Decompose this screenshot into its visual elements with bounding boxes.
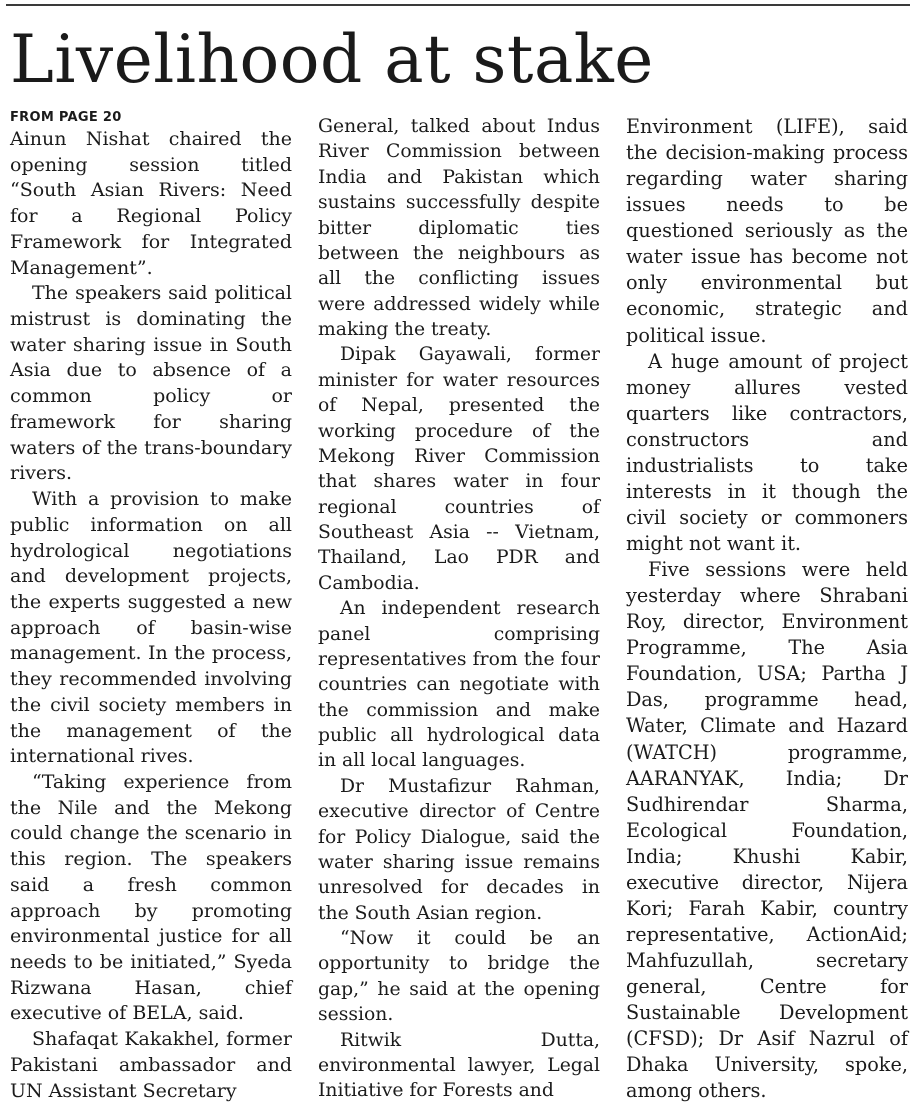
paragraph: Shafaqat Kakakhel, former Pakistani ambassador and UN Assistant Secretary xyxy=(10,1028,292,1102)
headline: Livelihood at stake xyxy=(10,21,654,98)
paragraph: Ritwik Dutta, environmental lawyer, Legal Initiative for Forests and xyxy=(318,1029,600,1102)
paragraph: Dipak Gayawali, former minister for water resources of Nepal, presented the working procedure of the Mekong River Commission that shares water in four regional countries of Southeast Asia -- Vietnam, Thailand, Lao PDR and Cambodia. xyxy=(318,344,600,594)
paragraph: Five sessions were held yesterday where Shrabani Roy, director, Environment Programme, The Asia Foundation, USA; Partha J Das, programme head, Water, Climate and Hazard (WATCH) programme, AARANYAK, India; Dr Sudhirendar Sharma, Ecological Foundation, India; Khushi Kabir, executive director, Nijera Kori; Farah Kabir, country representative, ActionAid; Mahfuzullah, secretary general, Centre for Sustainable Development (CFSD); Dr Asif Nazrul of Dhaka University, spoke, among others. xyxy=(626,558,908,1103)
paragraph: An independent research panel comprising representatives from the four countries can negotiate with the commission and make public all hydrological data in all local languages. xyxy=(318,598,600,772)
paragraph: With a provision to make public information on all hydrological negotiations and development projects, the experts suggested a new approach of basin-wise management. In the process, they recommended involving the civil society members in the management of the international rives. xyxy=(10,488,292,768)
continued-from-label: FROM PAGE 20 xyxy=(10,110,122,125)
paragraph: “Taking experience from the Nile and the Mekong could change the scenario in this region. The speakers said a fresh common approach by promoting environmental justice for all needs to be initiated,” Syeda Rizwana Hasan, chief executive of BELA, said. xyxy=(10,770,292,1025)
paragraph: Dr Mustafizur Rahman, executive director of Centre for Policy Dialogue, said the water sharing issue remains unresolved for decades in the South Asian region. xyxy=(318,775,600,924)
article-column-2 xyxy=(318,114,600,1104)
paragraph: “Now it could be an opportunity to bridge the gap,” he said at the opening session. xyxy=(318,928,600,1026)
article-column-3 xyxy=(626,114,908,1104)
paragraph: Ainun Nishat chaired the opening session titled “South Asian Rivers: Need for a Regional Policy Framework for Integrated Management”. xyxy=(10,128,292,279)
paragraph: A huge amount of project money allures vested quarters like contractors, constructors and industrialists to take interests in it though the civil society or commoners might not want it. xyxy=(626,349,908,555)
paragraph: Environment (LIFE), said the decision-making process regarding water sharing issues needs to be questioned seriously as the water issue has become not only environmental but economic, strategic and political issue. xyxy=(626,115,908,347)
paragraph: The speakers said political mistrust is dominating the water sharing issue in South Asia due to absence of a common policy or framework for sharing waters of the trans-boundary rivers. xyxy=(10,282,292,485)
top-rule xyxy=(6,4,910,6)
paragraph: General, talked about Indus River Commission between India and Pakistan which sustains successfully despite bitter diplomatic ties between the neighbours as all the conflicting issues were addressed widely while making the treaty. xyxy=(318,116,600,340)
article-column-1 xyxy=(10,110,292,1104)
